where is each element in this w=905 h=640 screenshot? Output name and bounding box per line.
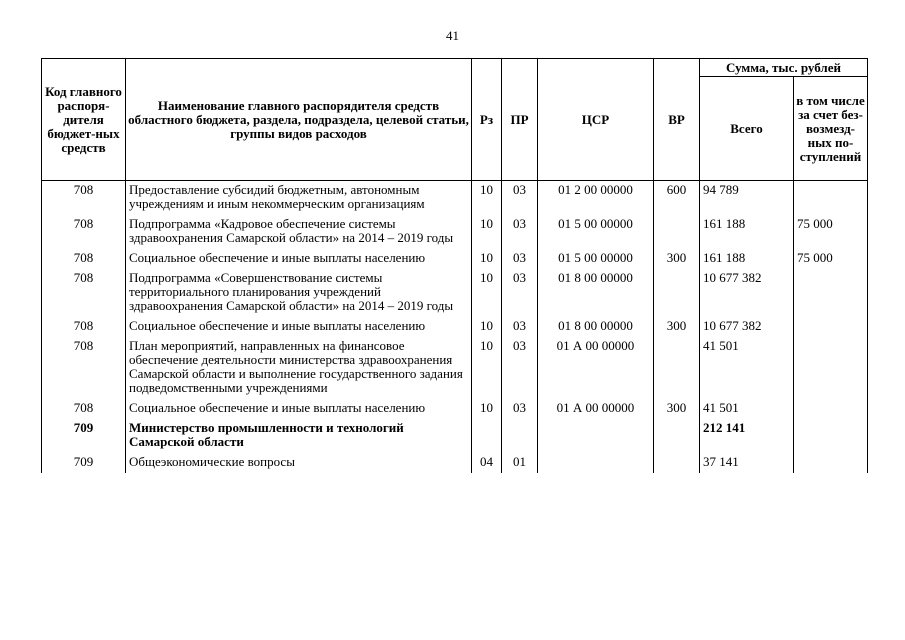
budget-table	[41, 58, 868, 473]
cell-free	[794, 453, 868, 473]
cell-csr: 01 А 00 00000	[538, 337, 654, 399]
header-sum-group: Сумма, тыс. рублей	[700, 59, 868, 77]
cell-vr	[654, 419, 700, 453]
table-row	[42, 249, 868, 269]
cell-name: Социальное обеспечение и иные выплаты населению	[126, 317, 472, 337]
cell-pr	[502, 419, 538, 453]
cell-pr: 03	[502, 337, 538, 399]
cell-free: 75 000	[794, 215, 868, 249]
table-row	[42, 399, 868, 419]
cell-csr: 01 5 00 00000	[538, 215, 654, 249]
table-row	[42, 317, 868, 337]
cell-rz: 10	[472, 249, 502, 269]
cell-rz: 10	[472, 337, 502, 399]
cell-rz: 10	[472, 181, 502, 216]
cell-free: 75 000	[794, 249, 868, 269]
cell-name: Подпрограмма «Кадровое обеспечение системы здравоохранения Самарской области» на 2014 – 2019 годы	[126, 215, 472, 249]
header-rz: Рз	[472, 59, 502, 181]
cell-name: План мероприятий, направленных на финансовое обеспечение деятельности министерства здравоохранения Самарской области и выполнение государственного задания подведомственными учреждениями	[126, 337, 472, 399]
cell-vr: 300	[654, 399, 700, 419]
cell-name: Социальное обеспечение и иные выплаты населению	[126, 249, 472, 269]
cell-pr: 03	[502, 249, 538, 269]
table-header	[42, 59, 868, 181]
cell-csr: 01 А 00 00000	[538, 399, 654, 419]
cell-vr	[654, 453, 700, 473]
cell-rz: 10	[472, 269, 502, 317]
cell-rz: 04	[472, 453, 502, 473]
cell-rz	[472, 419, 502, 453]
cell-name: Подпрограмма «Совершенствование системы территориального планирования учреждений здравоохранения Самарской области» на 2014 – 2019 годы	[126, 269, 472, 317]
cell-total: 41 501	[700, 337, 794, 399]
header-code: Код главного распоря-дителя бюджет-ных средств	[42, 59, 126, 181]
table-row	[42, 269, 868, 317]
table-body	[42, 181, 868, 474]
table-row	[42, 419, 868, 453]
cell-vr: 300	[654, 317, 700, 337]
cell-code: 708	[42, 269, 126, 317]
cell-csr: 01 8 00 00000	[538, 317, 654, 337]
cell-code: 709	[42, 453, 126, 473]
cell-pr: 03	[502, 269, 538, 317]
cell-code: 708	[42, 337, 126, 399]
cell-rz: 10	[472, 317, 502, 337]
cell-free	[794, 399, 868, 419]
cell-total: 212 141	[700, 419, 794, 453]
cell-vr: 300	[654, 249, 700, 269]
header-total: Всего	[700, 77, 794, 181]
cell-code: 708	[42, 249, 126, 269]
cell-code: 708	[42, 399, 126, 419]
cell-pr: 03	[502, 399, 538, 419]
cell-code: 708	[42, 215, 126, 249]
cell-code: 708	[42, 317, 126, 337]
cell-vr	[654, 215, 700, 249]
cell-name: Предоставление субсидий бюджетным, автономным учреждениям и иным некоммерческим организациям	[126, 181, 472, 216]
cell-total: 41 501	[700, 399, 794, 419]
cell-total: 10 677 382	[700, 269, 794, 317]
cell-csr: 01 8 00 00000	[538, 269, 654, 317]
cell-free	[794, 269, 868, 317]
cell-total: 161 188	[700, 249, 794, 269]
cell-free	[794, 181, 868, 216]
cell-free	[794, 419, 868, 453]
cell-pr: 01	[502, 453, 538, 473]
cell-csr: 01 5 00 00000	[538, 249, 654, 269]
cell-csr	[538, 419, 654, 453]
cell-total: 10 677 382	[700, 317, 794, 337]
cell-code: 708	[42, 181, 126, 216]
page-number: 41	[446, 28, 459, 43]
cell-free	[794, 317, 868, 337]
cell-total: 161 188	[700, 215, 794, 249]
cell-csr: 01 2 00 00000	[538, 181, 654, 216]
cell-total: 94 789	[700, 181, 794, 216]
cell-free	[794, 337, 868, 399]
cell-rz: 10	[472, 399, 502, 419]
cell-vr	[654, 269, 700, 317]
cell-pr: 03	[502, 317, 538, 337]
cell-pr: 03	[502, 215, 538, 249]
cell-total: 37 141	[700, 453, 794, 473]
cell-code: 709	[42, 419, 126, 453]
cell-rz: 10	[472, 215, 502, 249]
table-row	[42, 181, 868, 216]
cell-name: Социальное обеспечение и иные выплаты населению	[126, 399, 472, 419]
header-free: в том числе за счет без-возмезд-ных по-ступлений	[794, 77, 868, 181]
header-csr: ЦСР	[538, 59, 654, 181]
cell-csr	[538, 453, 654, 473]
table-row	[42, 215, 868, 249]
cell-name: Общеэкономические вопросы	[126, 453, 472, 473]
cell-vr	[654, 337, 700, 399]
header-vr: ВР	[654, 59, 700, 181]
table-row	[42, 453, 868, 473]
table-row	[42, 337, 868, 399]
cell-vr: 600	[654, 181, 700, 216]
cell-pr: 03	[502, 181, 538, 216]
header-name: Наименование главного распорядителя средств областного бюджета, раздела, подраздела, целевой статьи, группы видов расходов	[126, 59, 472, 181]
cell-name: Министерство промышленности и технологий Самарской области	[126, 419, 472, 453]
header-pr: ПР	[502, 59, 538, 181]
